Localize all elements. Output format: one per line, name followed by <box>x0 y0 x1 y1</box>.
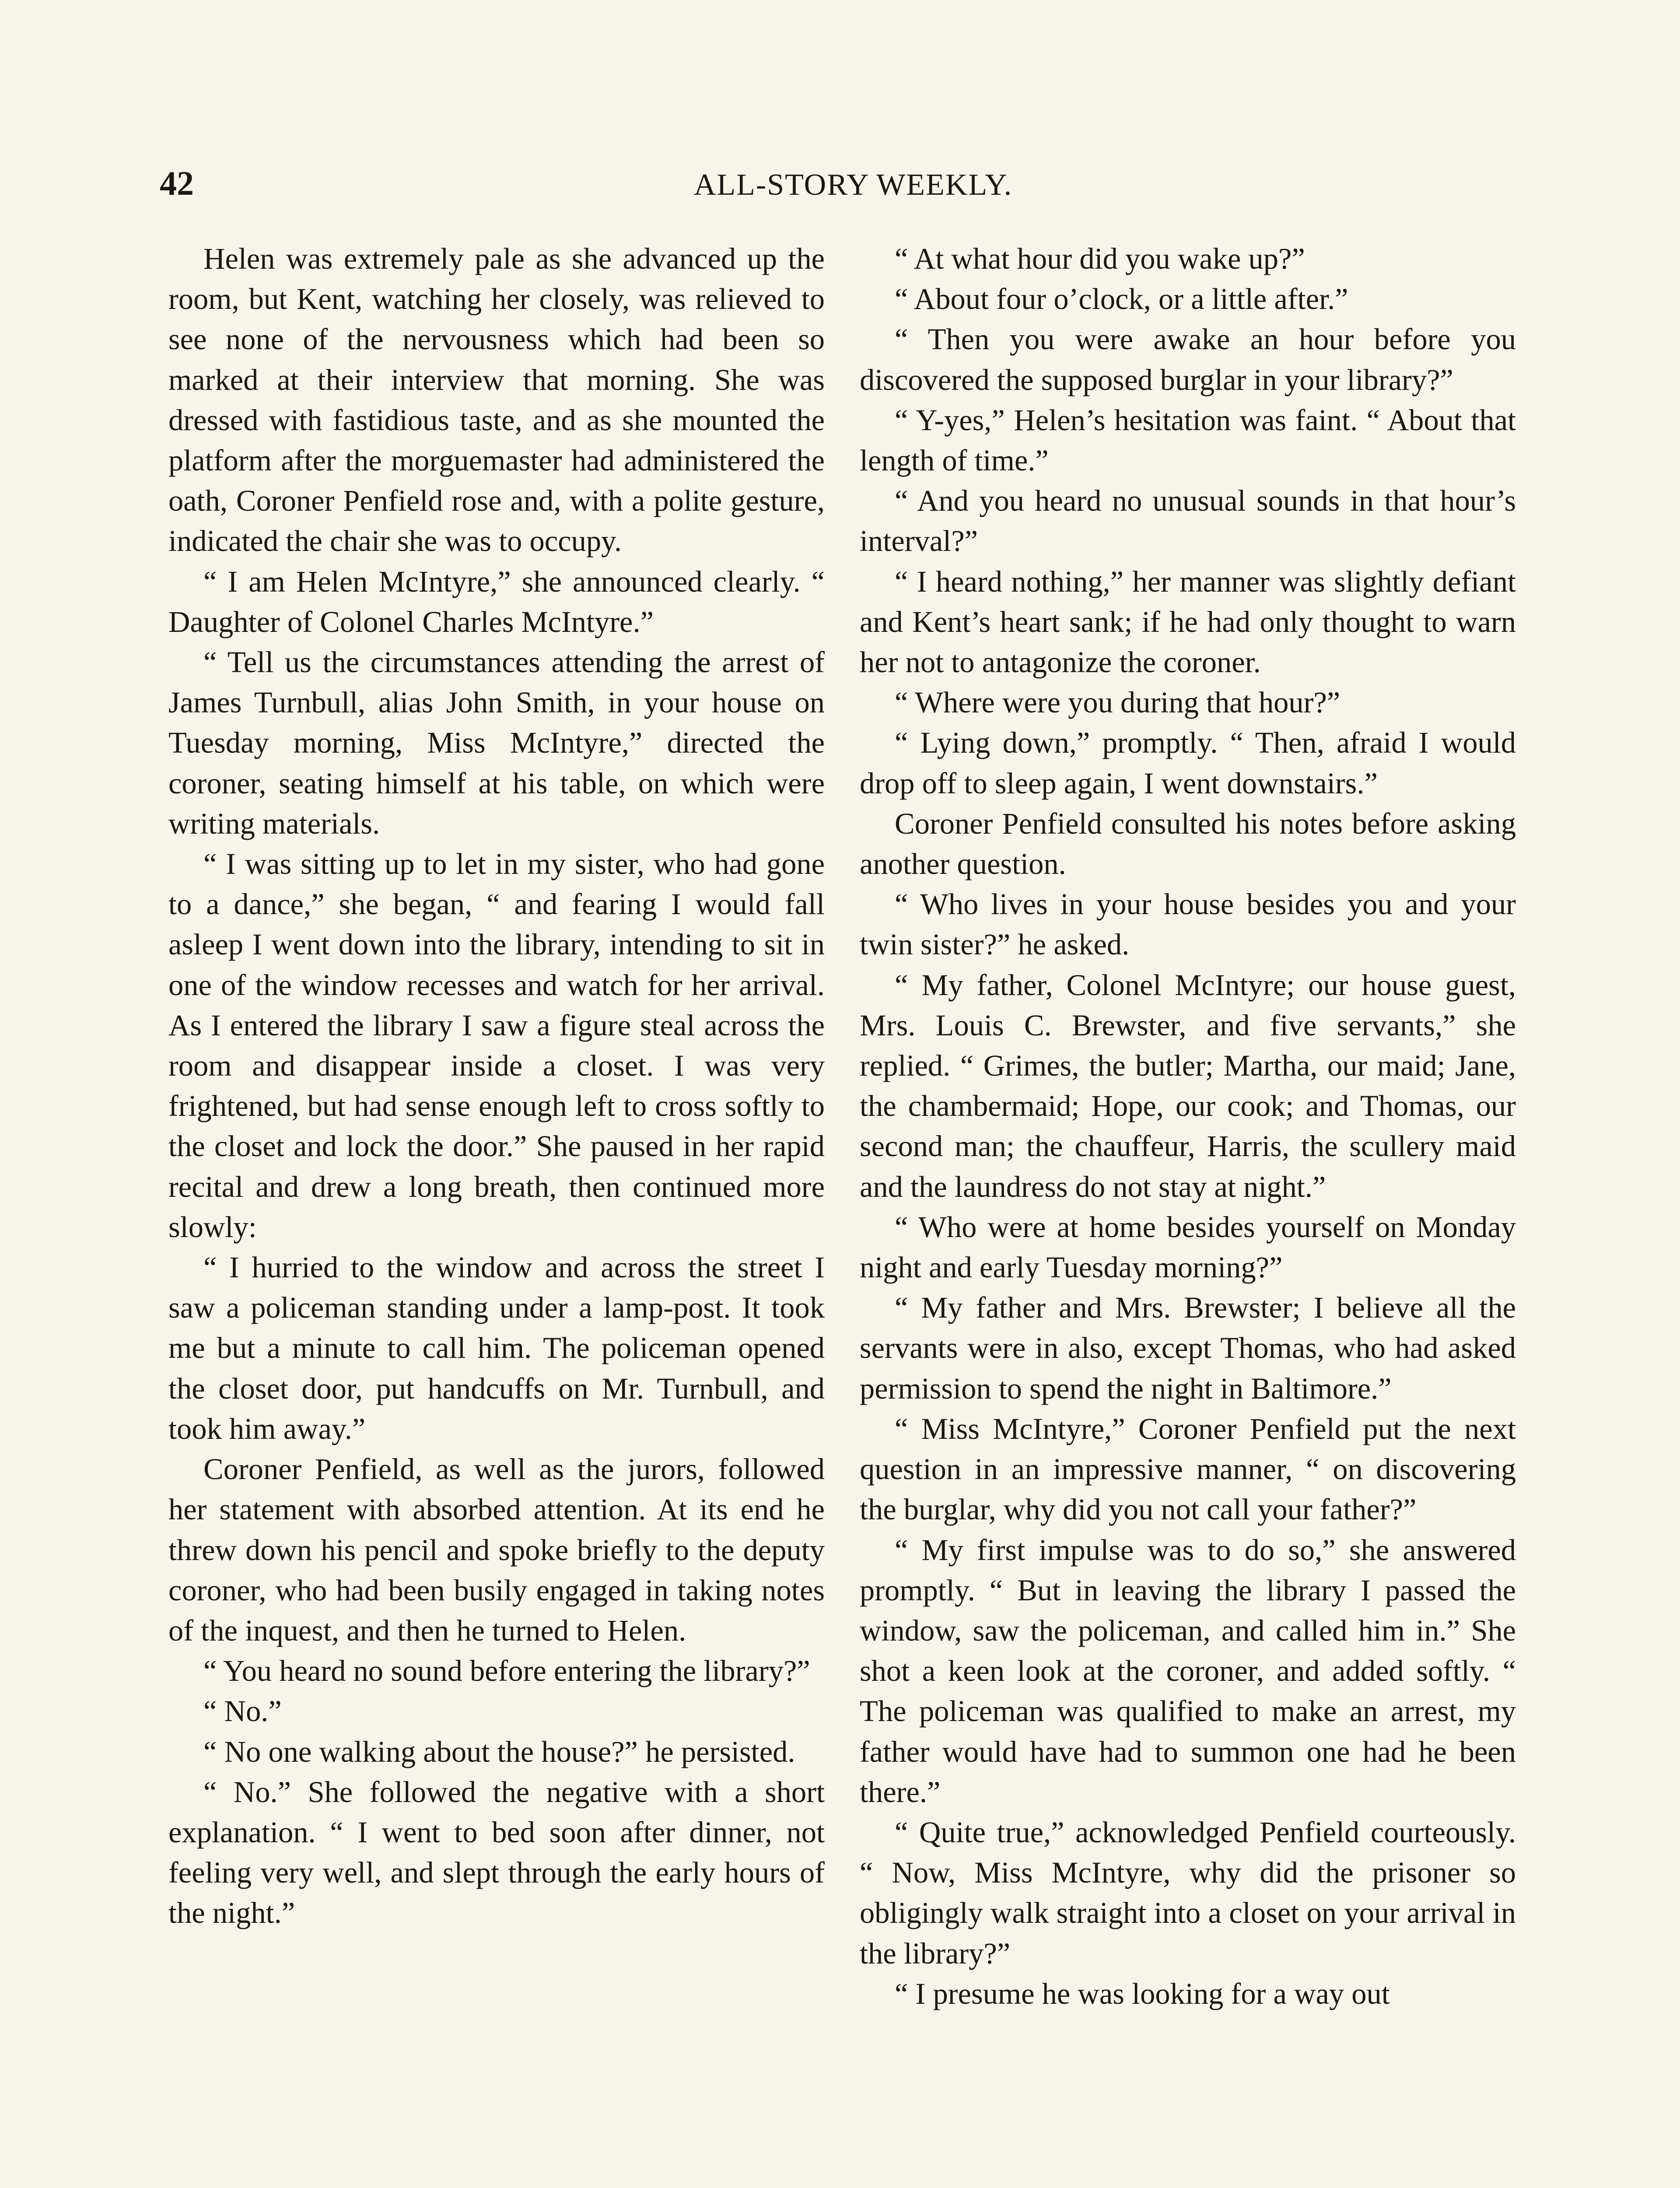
paragraph: “ I was sitting up to let in my sister, who had gone to a dance,” she began, “ and fearing I would fall asleep I went down into the library, intending to sit in one of the window recesses and watch for her arrival. As I entered the library I saw a figure steal across the room and disappear inside a closet. I was very frightened, but had sense enough left to cross softly to the closet and lock the door.” She paused in her rapid recital and drew a long breath, then continued more slowly: <box>168 847 825 1244</box>
paragraph: “ You heard no sound before entering the library?” <box>203 1654 810 1688</box>
paragraph: “ Quite true,” acknowledged Penfield courteously. “ Now, Miss McIntyre, why did the prisoner so obligingly walk straight into a closet on your arrival in the library?” <box>860 1815 1516 1970</box>
paragraph: “ No.” <box>203 1694 282 1728</box>
paragraph: “ No one walking about the house?” he persisted. <box>203 1735 795 1768</box>
paragraph: “ My father, Colonel McIntyre; our house guest, Mrs. Louis C. Brewster, and five servants,” she replied. “ Grimes, the butler; Martha, our maid; Jane, the chambermaid; Hope, our cook; and Thomas, our second man; the chauffeur, Harris, the scullery maid and the laundress do not stay at night.” <box>860 968 1516 1203</box>
left-text-column <box>168 238 825 1933</box>
paragraph: “ Where were you during that hour?” <box>895 686 1340 719</box>
paragraph: “ At what hour did you wake up?” <box>895 242 1305 275</box>
paragraph: “ I am Helen McIntyre,” she announced clearly. “ Daughter of Colonel Charles McIntyre.” <box>168 565 825 638</box>
paragraph: “ Who were at home besides yourself on Monday night and early Tuesday morning?” <box>860 1210 1516 1284</box>
paragraph: “ My father and Mrs. Brewster; I believe all the servants were in also, except Thomas, who had asked permission to spend the night in Baltimore.” <box>860 1291 1516 1405</box>
paragraph: “ My first impulse was to do so,” she answered promptly. “ But in leaving the library I passed the window, saw the policeman, and called him in.” She shot a keen look at the coroner, and added softly. “ The policeman was qualified to make an arrest, my father would have had to summon one had he been there.” <box>860 1533 1516 1809</box>
paragraph: “ I presume he was looking for a way out <box>895 1977 1390 2010</box>
right-text-column <box>860 238 1516 2014</box>
paragraph: Coroner Penfield, as well as the jurors, followed her statement with absorbed attention. At its end he threw down his pencil and spoke briefly to the deputy coroner, who had been busily engaged in taking notes of the inquest, and then he turned to Helen. <box>168 1452 825 1647</box>
paragraph: “ I heard nothing,” her manner was slightly defiant and Kent’s heart sank; if he had only thought to warn her not to antagonize the coroner. <box>860 565 1516 679</box>
paragraph: “ I hurried to the window and across the street I saw a policeman standing under a lamp-post. It took me but a minute to call him. The policeman opened the closet door, put handcuffs on Mr. Turnbull, and took him away.” <box>168 1251 825 1445</box>
paragraph: Helen was extremely pale as she advanced up the room, but Kent, watching her closely, was relieved to see none of the nervousness which had been so marked at their interview that morning. She was dressed with fastidious taste, and as she mounted the platform after the morguemaster had administered the oath, Coroner Penfield rose and, with a polite gesture, indicated the chair she was to occupy. <box>168 242 825 558</box>
paragraph: “ No.” She followed the negative with a short explanation. “ I went to bed soon after dinner, not feeling very well, and slept through the early hours of the night.” <box>168 1775 825 1930</box>
running-head-title: ALL-STORY WEEKLY. <box>693 168 1013 202</box>
paragraph: Coroner Penfield consulted his notes before asking another question. <box>860 806 1516 881</box>
paragraph: “ Tell us the circumstances attending the arrest of James Turnbull, alias John Smith, in your house on Tuesday morning, Miss McIntyre,” directed the coroner, seating himself at his table, on which were writing materials. <box>168 645 825 840</box>
paragraph: “ Who lives in your house besides you and your twin sister?” he asked. <box>860 887 1516 961</box>
paragraph: “ Then you were awake an hour before you discovered the supposed burglar in your library?” <box>860 323 1516 396</box>
paragraph: “ Lying down,” promptly. “ Then, afraid I would drop off to sleep again, I went downstairs.” <box>860 726 1516 800</box>
paragraph: “ And you heard no unusual sounds in that hour’s interval?” <box>860 484 1516 558</box>
page-number: 42 <box>160 164 194 202</box>
paragraph: “ About four o’clock, or a little after.” <box>895 282 1348 316</box>
paragraph: “ Miss McIntyre,” Coroner Penfield put the next question in an impressive manner, “ on discovering the burglar, why did you not call your father?” <box>860 1412 1516 1526</box>
paragraph: “ Y-yes,” Helen’s hesitation was faint. “ About that length of time.” <box>860 403 1516 477</box>
